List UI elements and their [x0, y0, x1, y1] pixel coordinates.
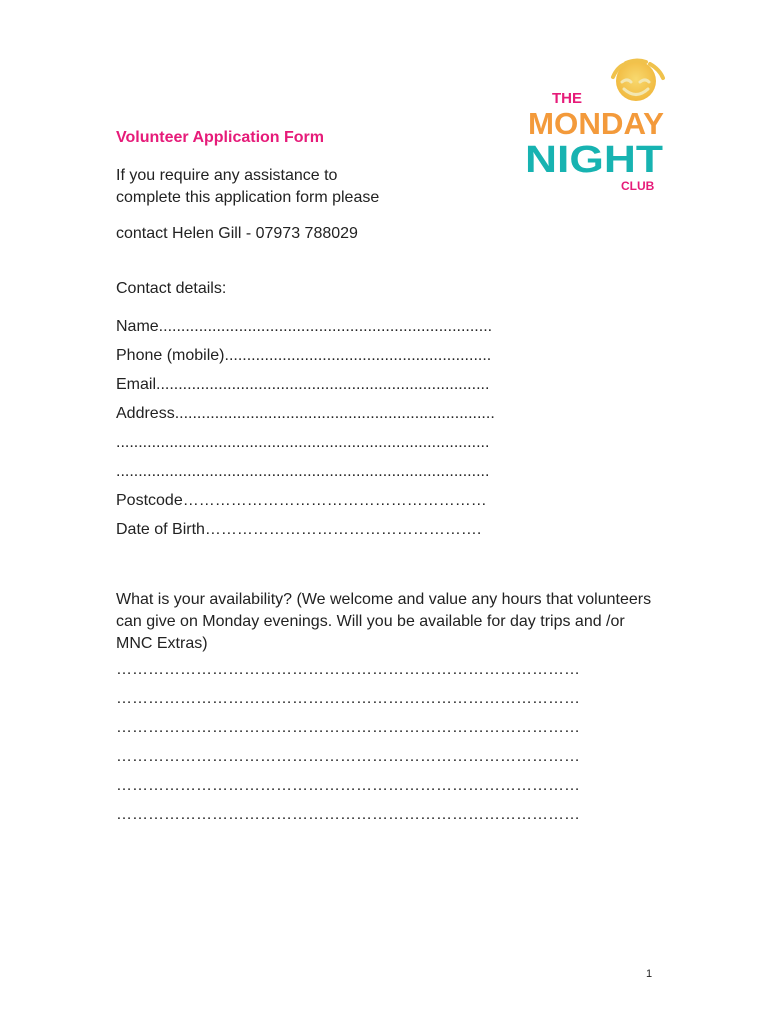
availability-line: ……………………………………………………………………………: [116, 690, 580, 707]
page-number: 1: [646, 968, 653, 980]
logo-word-the: THE: [552, 90, 582, 107]
logo-graphic: [525, 58, 670, 195]
availability-line: ……………………………………………………………………………: [116, 719, 580, 736]
availability-line: ……………………………………………………………………………: [116, 661, 580, 678]
name-field: Name...........................................................................: [116, 318, 493, 335]
address-line-2: ....................................................................................: [116, 434, 490, 451]
availability-question: What is your availability? (We welcome and value any hours that volunteers can give on Monday evenings. Will you be available for day trips and /or MNC Extras): [116, 591, 652, 652]
date-of-birth-field: Date of Birth…………………………………………….: [116, 521, 482, 538]
phone-field: Phone (mobile)............................................................: [116, 347, 492, 364]
address-line-3: ....................................................................................: [116, 463, 490, 480]
intro-line-2: complete this application form please: [116, 189, 380, 206]
form-title: Volunteer Application Form: [116, 129, 325, 146]
availability-line: ……………………………………………………………………………: [116, 748, 580, 765]
logo-word-club: CLUB: [621, 179, 655, 193]
availability-line: ……………………………………………………………………………: [116, 806, 580, 823]
intro-line-3: contact Helen Gill - 07973 788029: [116, 225, 358, 242]
logo-word-monday: MONDAY: [528, 106, 665, 141]
intro-line-1: If you require any assistance to: [116, 167, 338, 184]
sun-icon: [613, 61, 663, 101]
logo-word-night: NIGHT: [525, 139, 663, 181]
address-field: Address........................................................................: [116, 405, 495, 422]
email-field: Email...........................................................................: [116, 376, 490, 393]
postcode-field: Postcode…………………………………………………: [116, 492, 487, 509]
contact-details-heading: Contact details:: [116, 280, 227, 297]
availability-line: ……………………………………………………………………………: [116, 777, 580, 794]
monday-night-club-logo: [525, 58, 670, 195]
